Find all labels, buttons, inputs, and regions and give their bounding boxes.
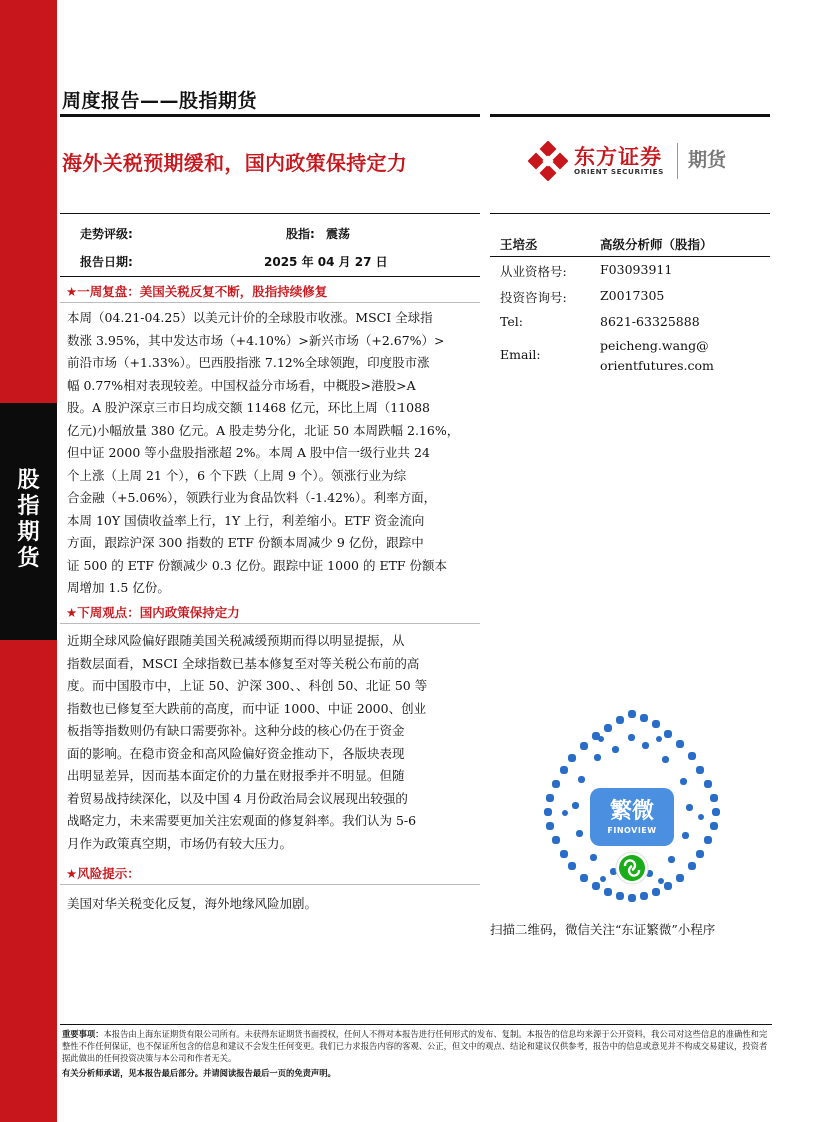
logo-division: 期货 bbox=[688, 149, 727, 171]
target-value: 震荡 bbox=[326, 227, 351, 241]
disclaimer-body: 本报告由上海东证期货有限公司所有。未获得东证期货书面授权，任何人不得对本报告进行任何形式的发布、复制。本报告的信息均来源于公开资料，我公司对这些信息的准确性和完整性不作任何保证，也不保证所包含的信息和建议不会发生任何变更。我们已力求报告内容的客观、公正，但文中的观点、结论和建议仅供参考，报告中的信息或意见并不构成交易建议，投资者据此做出的任何投资决策与本公司和作者无关。 bbox=[62, 1029, 768, 1063]
target-label: 股指: bbox=[286, 227, 315, 241]
text-line: 股。A 股沪深京三市日均成交额 11468 亿元，环比上周（11088 bbox=[67, 400, 430, 415]
text-line: 板指等指数则仍有缺口需要弥补。这种分歧的核心仍在于资金 bbox=[67, 723, 405, 738]
cert-label: 从业资格号: bbox=[500, 264, 567, 279]
header-rule-right bbox=[490, 114, 770, 117]
text-line: 幅 0.77%相对表现较差。中国权益分市场看，中概股>港股>A bbox=[67, 377, 416, 393]
qr-badge-sub: FINOVIEW bbox=[607, 826, 657, 835]
side-category-label bbox=[0, 468, 57, 572]
text-line: 但中证 2000 等小盘股指涨超 2%。本周 A 股中信一级行业共 24 bbox=[67, 445, 430, 460]
text-line: 合金融（+5.06%），领跌行业为食品饮料（-1.42%）。利率方面， bbox=[67, 490, 437, 505]
company-logo bbox=[528, 139, 740, 183]
outlook-heading: ★下周观点：国内政策保持定力 bbox=[66, 605, 240, 620]
analyst-rule bbox=[490, 256, 770, 257]
email-label: Email: bbox=[500, 347, 541, 362]
risk-heading: ★风险提示： bbox=[66, 866, 140, 881]
rating-label: 走势评级: bbox=[80, 227, 133, 241]
qr-caption: 扫描二维码，微信关注“东证繁微”小程序 bbox=[490, 922, 716, 937]
review-rule bbox=[60, 302, 480, 303]
disclaimer-footer: 有关分析师承诺，见本报告最后部分。并请阅读报告最后一页的免责声明。 bbox=[62, 1068, 336, 1078]
analyst-rule-top bbox=[490, 213, 770, 214]
meta-rule-top bbox=[60, 213, 480, 214]
logo-mark-icon bbox=[528, 141, 568, 181]
meta-rule-bottom bbox=[60, 276, 480, 277]
cert-value: F03093911 bbox=[600, 262, 673, 277]
text-line: 指数层面看，MSCI 全球指数已基本修复至对等关税公布前的高 bbox=[67, 655, 420, 671]
tel-label: Tel: bbox=[500, 314, 523, 329]
risk-rule bbox=[60, 884, 480, 885]
side-char: 货 bbox=[17, 546, 40, 571]
side-char: 期 bbox=[17, 520, 40, 545]
side-char: 指 bbox=[17, 494, 40, 519]
text-line: 战略定力，未来需要更加关注宏观面的修复斜率。我们认为 5-6 bbox=[67, 813, 417, 828]
text-line: 个上涨（上周 21 个），6 个下跌（上周 9 个）。领涨行业为综 bbox=[67, 467, 407, 483]
header-rule-left bbox=[60, 114, 480, 117]
review-paragraph bbox=[67, 307, 467, 600]
qr-badge-text: 繁微 bbox=[609, 799, 654, 824]
qr-code-image[interactable] bbox=[532, 706, 732, 906]
text-line: 方面，跟踪沪深 300 指数的 ETF 份额本周减少 9 亿份，跟踪中 bbox=[67, 535, 424, 550]
tel-value: 8621-63325888 bbox=[600, 314, 700, 329]
text-line: 周增加 1.5 亿份。 bbox=[67, 580, 170, 595]
outlook-rule bbox=[60, 623, 480, 624]
report-type: 周度报告——股指期货 bbox=[62, 90, 258, 112]
text-line: 着贸易战持续深化，以及中国 4 月份政治局会议展现出较强的 bbox=[67, 790, 408, 806]
date-label: 报告日期: bbox=[80, 255, 133, 269]
disclaimer-rule bbox=[60, 1024, 772, 1025]
risk-text: 美国对华关税变化反复，海外地缘风险加剧。 bbox=[67, 896, 318, 911]
email-value-line1[interactable]: peicheng.wang@ bbox=[600, 338, 709, 353]
logo-divider bbox=[677, 143, 678, 179]
analyst-title: 高级分析师（股指） bbox=[600, 237, 713, 252]
text-line: 前沿市场（+1.33%）。巴西股指涨 7.12%全球领跑，印度股市涨 bbox=[67, 355, 430, 370]
outlook-paragraph bbox=[67, 630, 467, 855]
text-line: 度。而中国股市中，上证 50、沪深 300、、科创 50、北证 50 等 bbox=[67, 678, 428, 693]
disclaimer-text bbox=[62, 1028, 772, 1064]
email-value-line2[interactable]: orientfutures.com bbox=[600, 358, 714, 373]
analyst-name: 王培丞 bbox=[500, 237, 538, 252]
text-line: 出明显差异，因而基本面定价的力量在财报季并不明显。但随 bbox=[67, 768, 405, 783]
text-line: 面的影响。在稳市资金和高风险偏好资金推动下，各版块表现 bbox=[67, 745, 405, 761]
text-line: 本周（04.21-04.25）以美元计价的全球股市收涨。MSCI 全球指 bbox=[67, 310, 433, 325]
text-line: 近期全球风险偏好跟随美国关税减缓预期而得以明显提振，从 bbox=[67, 633, 405, 648]
text-line: 指数也已修复至大跌前的高度，而中证 1000、中证 2000、创业 bbox=[67, 700, 427, 716]
logo-name-en: ORIENT SECURITIES bbox=[574, 167, 664, 176]
text-line: 证 500 的 ETF 份额减少 0.3 亿份。跟踪中证 1000 的 ETF 份额本 bbox=[67, 557, 448, 573]
review-heading: ★一周复盘：美国关税反复不断，股指持续修复 bbox=[66, 284, 328, 299]
logo-name-cn: 东方证券 bbox=[574, 145, 662, 169]
text-line: 本周 10Y 国债收益率上行，1Y 上行，利差缩小。ETF 资金流向 bbox=[67, 512, 425, 528]
consult-label: 投资咨询号: bbox=[500, 290, 567, 305]
report-title: 海外关税预期缓和，国内政策保持定力 bbox=[62, 151, 408, 175]
text-line: 月作为政策真空期，市场仍有较大压力。 bbox=[67, 835, 293, 851]
report-date: 2025 年 04 月 27 日 bbox=[264, 255, 388, 269]
disclaimer-label: 重要事项： bbox=[62, 1029, 104, 1039]
text-line: 亿元)小幅放量 380 亿元。A 股走势分化，北证 50 本周跌幅 2.16%， bbox=[67, 422, 460, 438]
text-line: 数涨 3.95%，其中发达市场（+4.10%）>新兴市场（+2.67%）> bbox=[67, 332, 445, 348]
consult-value: Z0017305 bbox=[600, 288, 665, 303]
side-char: 股 bbox=[17, 468, 40, 493]
